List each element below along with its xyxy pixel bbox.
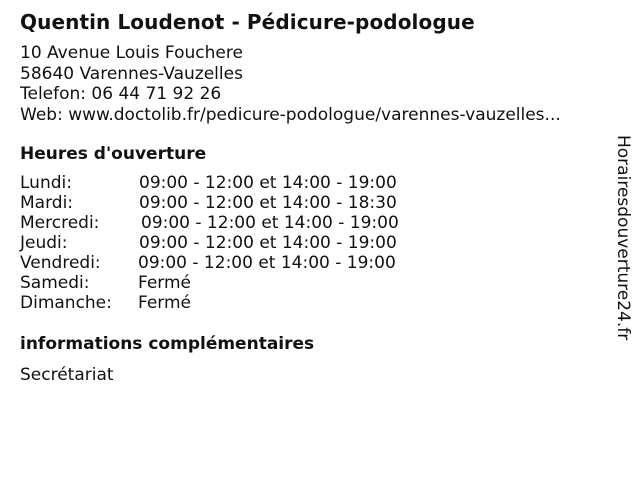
day-label: Jeudi: (20, 233, 68, 253)
day-label: Vendredi: (20, 253, 101, 273)
street-address: 10 Avenue Louis Fouchere (20, 43, 243, 63)
day-label: Mardi: (20, 193, 74, 213)
day-label: Dimanche: (20, 293, 112, 313)
time-value: 09:00 - 12:00 et 14:00 - 19:00 (139, 233, 397, 253)
additional-info-heading: informations complémentaires (20, 334, 315, 354)
time-value: Fermé (138, 293, 192, 313)
time-value: Fermé (138, 273, 192, 293)
day-label: Mercredi: (20, 213, 100, 233)
time-value: 09:00 - 12:00 et 14:00 - 18:30 (139, 193, 397, 213)
phone-number: Telefon: 06 44 71 92 26 (20, 84, 222, 104)
time-value: 09:00 - 12:00 et 14:00 - 19:00 (139, 173, 397, 193)
website-text: Web: www.doctolib.fr/pedicure-podologue/varennes-vauzelles... (20, 104, 561, 125)
contact-block (20, 43, 561, 125)
page-title: Quentin Loudenot - Pédicure-podologue (20, 10, 475, 34)
day-label: Lundi: (20, 173, 72, 193)
time-value: 09:00 - 12:00 et 14:00 - 19:00 (141, 213, 399, 233)
time-value: 09:00 - 12:00 et 14:00 - 19:00 (138, 253, 396, 273)
day-label: Samedi: (20, 273, 90, 293)
watermark-text: Horairesdouverture24.fr (613, 135, 633, 341)
city-address: 58640 Varennes-Vauzelles (20, 63, 243, 84)
additional-info-text: Secrétariat (20, 365, 114, 385)
opening-hours-heading: Heures d'ouverture (20, 144, 207, 164)
